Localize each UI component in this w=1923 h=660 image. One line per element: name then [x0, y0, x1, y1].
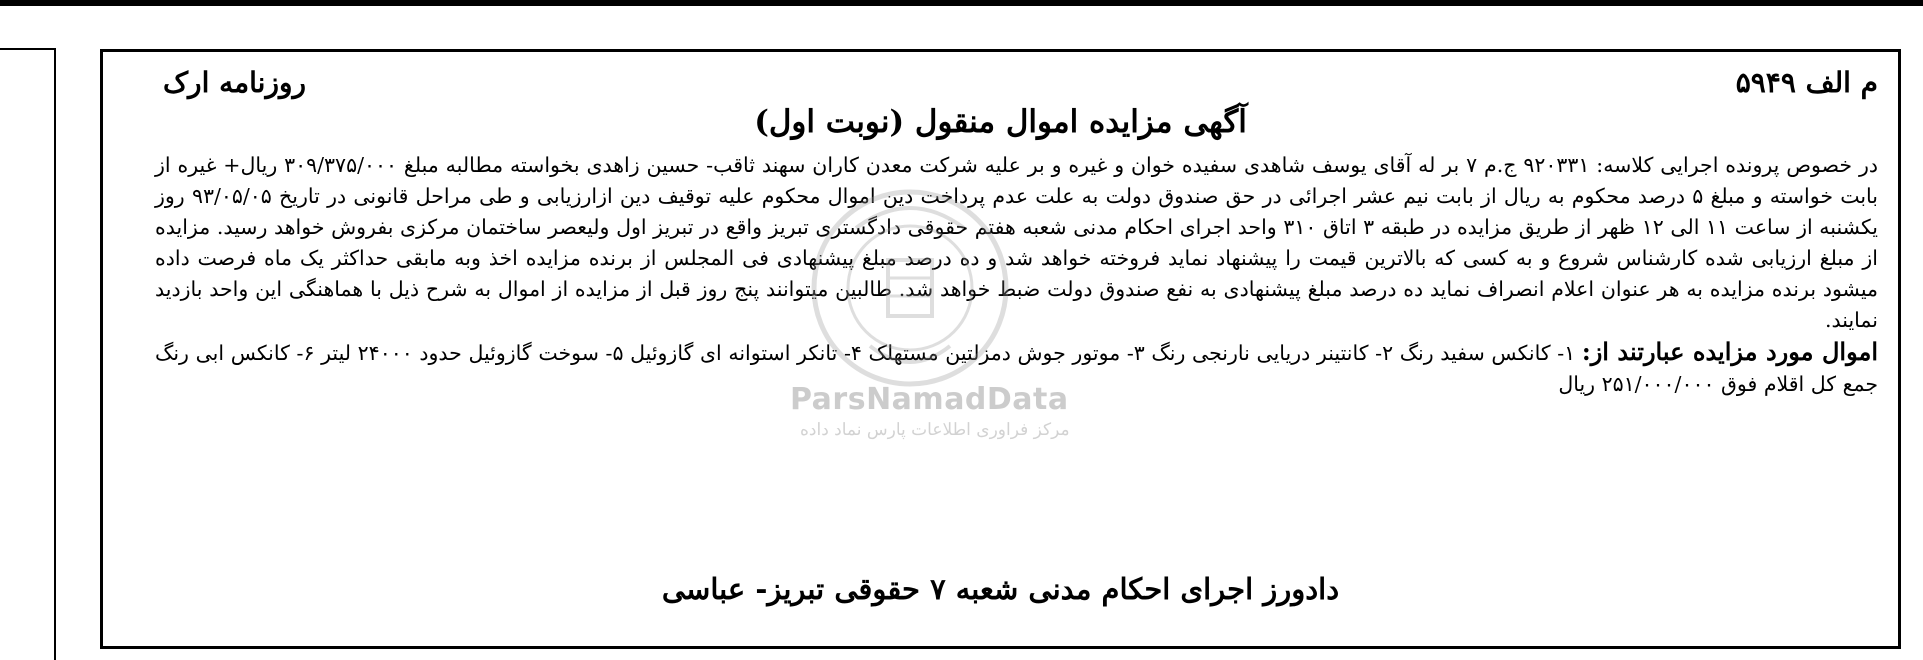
signature: دادورز اجرای احکام مدنی شعبه ۷ حقوقی تبریز- عباسی	[661, 572, 1340, 606]
newspaper-name: روزنامه ارک	[163, 66, 307, 99]
top-rule	[0, 0, 1923, 6]
watermark-tagline: مرکز فراوری اطلاعات پارس نماد داده	[800, 420, 1070, 440]
auction-items-list: ۱- کانکس سفید رنگ ۲- کانتینر دریایی نارنجی رنگ ۳- موتور جوش دمزلتین مستهلک ۴- تانکر استوانه ای گازوئیل ۵- سوخت گازوئیل حدود ۲۴۰۰۰ لیتر ۶- کانکس ابی رنگ جمع کل اقلام فوق ۲۵۱/۰۰۰/۰۰۰ ریال	[155, 341, 1878, 396]
notice-paragraph: در خصوص پرونده اجرایی کلاسه: ۹۲۰۳۳۱ ج.م ۷ بر له آقای یوسف شاهدی سفیده خوان و غیره و بر علیه شرکت معدن کاران سهند ثاقب- حسین زاهدی بخواسته مطالبه مبلغ ۳۰۹/۳۷۵/۰۰۰ ریال+ غیره از بابت خواسته و مبلغ ۵ درصد محکوم به ریال از بابت نیم عشر اجرائی در حق صندوق دولت به علت عدم پرداخت دین اموال محکوم علیه توقیف دین ازارزیابی و طی مراحل قانونی در تاریخ ۹۳/۰۵/۰۵ روز یکشنبه از ساعت ۱۱ الی ۱۲ ظهر از طریق مزایده در طبقه ۳ اتاق ۳۱۰ واحد اجرای احکام مدنی شعبه هفتم حقوقی دادگستری تبریز واقع در تبریز اول ولیعصر ساختمان مرکزی بفروش خواهد رسید. مزایده از مبلغ ارزیابی شده کارشناس شروع و به کسی که بالاترین قیمت را پیشنهاد نماید فروخته خواهد شد و ده درصد مبلغ پیشنهادی فی المجلس از برنده مزایده اخذ وبه مابقی حداکثر یک ماه فرصت داده میشود برنده مزایده به هر عنوان اعلام انصراف نماید ده درصد مبلغ پیشنهادی به نفع صندوق دولت ضبط خواهد شد. طالبین میتوانند پنج روز قبل از مزایده از اموال به شرح ذیل با هماهنگی این واحد بازدید نمایند.	[155, 153, 1879, 332]
notice-body	[155, 150, 1878, 400]
watermark-name: ParsNamadData	[790, 382, 1069, 417]
auction-items	[155, 336, 1878, 400]
legal-notice-frame	[100, 49, 1901, 649]
adjacent-column-edge	[0, 48, 56, 660]
notice-title: آگهی مزایده اموال منقول (نوبت اول)	[754, 104, 1247, 140]
auction-items-label: اموال مورد مزایده عبارتند از:	[1581, 337, 1879, 366]
ad-number: م الف ۵۹۴۹	[1735, 66, 1878, 99]
